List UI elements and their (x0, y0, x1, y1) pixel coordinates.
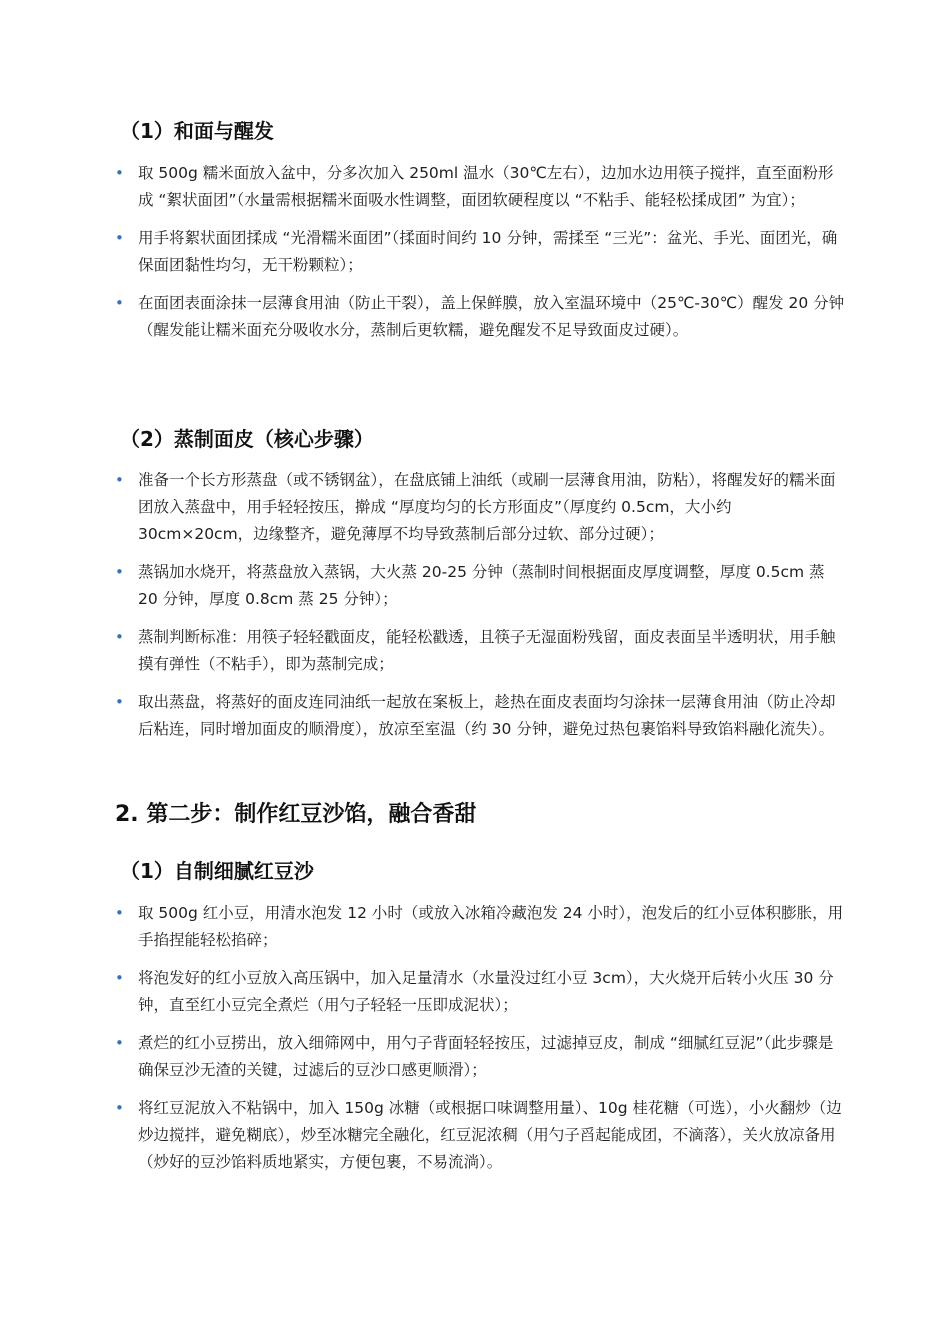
list-item (115, 1095, 845, 1176)
bullet-icon: • (115, 563, 124, 581)
list-item-text: 将泡发好的红小豆放入高压锅中，加入足量清水（水量没过红小豆 3cm），大火烧开后转小火压 30 分钟，直至红小豆完全煮烂（用勺子轻轻一压即成泥状）； (138, 969, 834, 1014)
heading-mixing-proofing: （1）和面与醒发 (120, 119, 274, 143)
heading-red-bean-paste: （1）自制细腻红豆沙 (120, 859, 314, 883)
list-item (115, 160, 845, 214)
bullet-icon: • (115, 693, 124, 711)
list-mixing-proofing (115, 160, 845, 355)
list-item-text: 准备一个长方形蒸盘（或不锈钢盆），在盘底铺上油纸（或刷一层薄食用油，防粘），将醒发好的糯米面团放入蒸盘中，用手轻轻按压，擀成 “厚度均匀的长方形面皮”（厚度约 0.5cm，大小约 30cm×20cm，边缘整齐，避免薄厚不均导致蒸制后部分过软、部分过硬）； (138, 471, 836, 543)
list-steaming-wrapper (115, 467, 845, 754)
list-item (115, 467, 845, 548)
bullet-icon: • (115, 969, 124, 987)
bullet-icon: • (115, 229, 124, 247)
bullet-icon: • (115, 628, 124, 646)
list-item-text: 取 500g 糯米面放入盆中，分多次加入 250ml 温水（30℃左右），边加水边用筷子搅拌，直至面粉形成 “絮状面团”（水量需根据糯米面吸水性调整，面团软硬程度以 “不粘手、能轻松揉成团” 为宜）； (138, 164, 834, 209)
list-item (115, 290, 845, 344)
list-item (115, 965, 845, 1019)
list-item-text: 在面团表面涂抹一层薄食用油（防止干裂），盖上保鲜膜，放入室温环境中（25℃-30℃）醒发 20 分钟（醒发能让糯米面充分吸收水分，蒸制后更软糯，避免醒发不足导致面皮过硬）。 (138, 294, 845, 339)
heading-step-two: 2. 第二步：制作红豆沙馅，融合香甜 (115, 802, 477, 827)
list-item-text: 蒸制判断标准：用筷子轻轻戳面皮，能轻松戳透，且筷子无湿面粉残留，面皮表面呈半透明状，用手触摸有弹性（不粘手），即为蒸制完成； (138, 628, 836, 673)
list-item-text: 蒸锅加水烧开，将蒸盘放入蒸锅，大火蒸 20-25 分钟（蒸制时间根据面皮厚度调整，厚度 0.5cm 蒸 20 分钟，厚度 0.8cm 蒸 25 分钟）； (138, 563, 825, 608)
list-item (115, 689, 845, 743)
bullet-icon: • (115, 294, 124, 312)
list-item-text: 取出蒸盘，将蒸好的面皮连同油纸一起放在案板上，趁热在面皮表面均匀涂抹一层薄食用油（防止冷却后粘连，同时增加面皮的顺滑度），放凉至室温（约 30 分钟，避免过热包裹馅料导致馅料融化流失）。 (138, 693, 836, 738)
list-item-text: 用手将絮状面团揉成 “光滑糯米面团”（揉面时间约 10 分钟，需揉至 “三光”：盆光、手光、面团光，确保面团黏性均匀，无干粉颗粒）； (138, 229, 838, 274)
bullet-icon: • (115, 904, 124, 922)
list-item-text: 煮烂的红小豆捞出，放入细筛网中，用勺子背面轻轻按压，过滤掉豆皮，制成 “细腻红豆泥”（此步骤是确保豆沙无渣的关键，过滤后的豆沙口感更顺滑）； (138, 1034, 834, 1079)
bullet-icon: • (115, 164, 124, 182)
list-item-text: 取 500g 红小豆，用清水泡发 12 小时（或放入冰箱冷藏泡发 24 小时），泡发后的红小豆体积膨胀，用手掐捏能轻松掐碎； (138, 904, 844, 949)
bullet-icon: • (115, 1099, 124, 1117)
list-item-text: 将红豆泥放入不粘锅中，加入 150g 冰糖（或根据口味调整用量）、10g 桂花糖（可选），小火翻炒（边炒边搅拌，避免糊底），炒至冰糖完全融化，红豆泥浓稠（用勺子舀起能成团，不滴落），关火放凉备用（炒好的豆沙馅料质地紧实，方便包裹，不易流淌）。 (138, 1099, 842, 1171)
list-item (115, 559, 845, 613)
list-red-bean-paste (115, 900, 845, 1187)
list-item (115, 225, 845, 279)
heading-steaming-wrapper: （2）蒸制面皮（核心步骤） (120, 427, 374, 451)
bullet-icon: • (115, 471, 124, 489)
list-item (115, 624, 845, 678)
list-item (115, 1030, 845, 1084)
list-item (115, 900, 845, 954)
bullet-icon: • (115, 1034, 124, 1052)
